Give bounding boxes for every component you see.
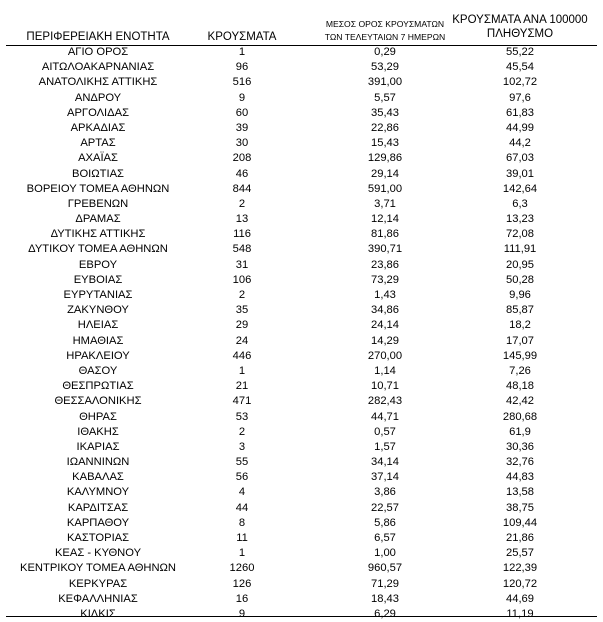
cell-cases: 516 — [232, 76, 252, 89]
header-region: ΠΕΡΙΦΕΡΕΙΑΚΗ ΕΝΟΤΗΤΑ — [26, 31, 170, 43]
cell-avg-7d: 71,29 — [371, 577, 399, 590]
cell-region: ΚΑΡΠΑΘΟΥ — [66, 516, 130, 529]
cell-avg-7d: 282,43 — [367, 395, 403, 408]
cell-region: ΚΕΝΤΡΙΚΟΥ ΤΟΜΕΑ ΑΘΗΝΩΝ — [19, 562, 176, 575]
table-row — [0, 577, 603, 592]
cell-per-100k: 13,58 — [506, 486, 534, 499]
cell-avg-7d: 6,29 — [374, 607, 396, 620]
table-row — [0, 288, 603, 303]
cell-per-100k: 25,57 — [506, 547, 534, 560]
cell-region: ΚΕΑΣ - ΚΥΘΝΟΥ — [54, 547, 142, 560]
cell-region: ΙΘΑΚΗΣ — [77, 425, 119, 438]
cell-per-100k: 102,72 — [502, 76, 538, 89]
cell-avg-7d: 3,86 — [374, 486, 396, 499]
cell-cases: 1260 — [229, 562, 255, 575]
cell-region: ΘΕΣΣΑΛΟΝΙΚΗΣ — [54, 395, 142, 408]
cell-per-100k: 44,99 — [506, 121, 534, 134]
table-row — [0, 379, 603, 394]
cell-cases: 548 — [232, 243, 252, 256]
cell-cases: 844 — [232, 182, 252, 195]
cell-cases: 116 — [233, 228, 251, 241]
cell-per-100k: 97,6 — [509, 91, 531, 104]
cell-region: ΒΟΙΩΤΙΑΣ — [72, 167, 124, 180]
cell-cases: 55 — [235, 456, 249, 469]
table-row — [0, 561, 603, 576]
table-row — [0, 197, 603, 212]
cell-per-100k: 67,03 — [506, 152, 534, 165]
table-row — [0, 60, 603, 75]
cell-avg-7d: 1,14 — [374, 364, 396, 377]
table-row — [0, 394, 603, 409]
cell-per-100k: 61,83 — [506, 106, 534, 119]
table-row — [0, 303, 603, 318]
table-row — [0, 273, 603, 288]
cell-per-100k: 280,68 — [502, 410, 538, 423]
cell-region: ΑΡΓΟΛΙΔΑΣ — [66, 106, 130, 119]
cell-per-100k: 142,64 — [502, 182, 538, 195]
cell-region: ΕΥΡΥΤΑΝΙΑΣ — [63, 289, 133, 301]
header-avg-line1: ΜΕΣΟΣ ΟΡΟΣ ΚΡΟΥΣΜΑΤΩΝ — [325, 19, 445, 29]
cell-cases: 106 — [232, 273, 252, 286]
cell-cases: 16 — [235, 592, 249, 605]
cell-avg-7d: 3,71 — [374, 197, 396, 210]
cell-region: ΙΚΑΡΙΑΣ — [76, 440, 120, 453]
cell-per-100k: 9,96 — [509, 289, 531, 301]
cell-avg-7d: 73,29 — [371, 273, 399, 286]
table-row — [0, 91, 603, 106]
cell-per-100k: 48,18 — [506, 380, 534, 393]
table-row — [0, 425, 603, 440]
cell-per-100k: 85,87 — [506, 304, 534, 317]
cell-cases: 1 — [238, 46, 246, 58]
cell-region: ΚΑΣΤΟΡΙΑΣ — [66, 532, 130, 544]
bottom-rule — [6, 616, 597, 617]
cell-avg-7d: 0,57 — [374, 425, 396, 438]
cell-region: ΕΒΡΟΥ — [78, 258, 118, 271]
table-row — [0, 212, 603, 227]
cell-region: ΚΑΒΑΛΑΣ — [72, 471, 124, 484]
cell-per-100k: 13,23 — [506, 213, 534, 226]
cell-avg-7d: 0,29 — [374, 46, 396, 58]
cell-cases: 30 — [235, 137, 249, 150]
cell-avg-7d: 10,71 — [371, 380, 399, 393]
table-row — [0, 501, 603, 516]
cell-per-100k: 72,08 — [506, 228, 534, 241]
cell-region: ΑΝΑΤΟΛΙΚΗΣ ΑΤΤΙΚΗΣ — [38, 76, 158, 89]
cell-region: ΔΥΤΙΚΟΥ ΤΟΜΕΑ ΑΘΗΝΩΝ — [28, 243, 168, 256]
cell-per-100k: 145,99 — [502, 349, 538, 362]
cell-per-100k: 39,01 — [506, 167, 534, 180]
table-row — [0, 151, 603, 166]
cell-cases: 9 — [238, 607, 246, 620]
cell-region: ΚΕΡΚΥΡΑΣ — [68, 577, 128, 590]
cell-cases: 35 — [235, 304, 249, 317]
cell-avg-7d: 44,71 — [371, 410, 399, 423]
header-per-line1: ΚΡΟΥΣΜΑΤΑ ΑΝΑ 100000 — [452, 14, 588, 26]
cell-region: ΘΗΡΑΣ — [79, 410, 117, 423]
cell-per-100k: 20,95 — [506, 258, 534, 271]
cell-cases: 44 — [235, 501, 249, 514]
header-per-100k — [440, 13, 600, 41]
cell-cases: 471 — [232, 395, 252, 408]
cell-cases: 31 — [235, 258, 249, 271]
cell-region: ΑΧΑΪΑΣ — [78, 152, 118, 165]
cell-avg-7d: 1,43 — [374, 289, 396, 301]
cell-avg-7d: 34,86 — [371, 304, 399, 317]
cell-per-100k: 17,07 — [506, 334, 534, 347]
table-row — [0, 106, 603, 121]
cell-per-100k: 44,2 — [509, 137, 531, 150]
cell-per-100k: 111,91 — [503, 243, 537, 256]
table-row — [0, 470, 603, 485]
table-row — [0, 227, 603, 242]
cell-avg-7d: 5,57 — [374, 91, 396, 104]
cell-region: ΙΩΑΝΝΙΝΩΝ — [66, 456, 130, 469]
header-avg-line2: ΤΩΝ ΤΕΛΕΥΤΑΙΩΝ 7 ΗΜΕΡΩΝ — [324, 32, 446, 42]
cell-per-100k: 32,76 — [506, 456, 534, 469]
cell-avg-7d: 37,14 — [371, 471, 399, 484]
cell-per-100k: 18,2 — [509, 319, 531, 332]
cell-per-100k: 61,9 — [509, 425, 531, 438]
cell-cases: 11 — [236, 532, 248, 544]
cell-per-100k: 42,42 — [506, 395, 534, 408]
cell-per-100k: 109,44 — [502, 516, 538, 529]
table-row — [0, 318, 603, 333]
cell-per-100k: 122,39 — [502, 562, 538, 575]
cell-cases: 1 — [238, 364, 246, 377]
table-row — [0, 167, 603, 182]
header-cases: ΚΡΟΥΣΜΑΤΑ — [207, 31, 277, 43]
table-row — [0, 349, 603, 364]
cell-avg-7d: 390,71 — [367, 243, 403, 256]
cell-avg-7d: 29,14 — [371, 167, 399, 180]
table-row — [0, 75, 603, 90]
cell-avg-7d: 53,29 — [371, 61, 399, 74]
cell-region: ΑΓΙΟ ΟΡΟΣ — [67, 46, 129, 58]
cell-cases: 3 — [238, 440, 246, 453]
cell-region: ΔΥΤΙΚΗΣ ΑΤΤΙΚΗΣ — [50, 228, 146, 241]
cell-region: ΚΕΦΑΛΛΗΝΙΑΣ — [58, 592, 138, 605]
cell-per-100k: 55,22 — [506, 46, 534, 58]
cell-region: ΓΡΕΒΕΝΩΝ — [67, 197, 129, 210]
cell-per-100k: 6,3 — [512, 197, 528, 210]
cell-per-100k: 11,19 — [506, 607, 534, 620]
cell-region: ΚΑΛΥΜΝΟΥ — [66, 486, 130, 499]
cell-cases: 8 — [238, 516, 246, 529]
cell-avg-7d: 1,00 — [374, 547, 396, 560]
cell-region: ΑΝΔΡΟΥ — [74, 91, 122, 104]
cell-avg-7d: 22,57 — [371, 501, 399, 514]
cell-region: ΑΡΚΑΔΙΑΣ — [70, 121, 126, 134]
cell-avg-7d: 81,86 — [371, 228, 399, 241]
cell-cases: 39 — [235, 121, 249, 134]
cell-avg-7d: 270,00 — [367, 349, 403, 362]
table-row — [0, 531, 603, 546]
cell-avg-7d: 18,43 — [371, 592, 399, 605]
cell-region: ΘΕΣΠΡΩΤΙΑΣ — [62, 380, 134, 393]
table-row — [0, 592, 603, 607]
cell-avg-7d: 24,14 — [371, 319, 399, 332]
cell-region: ΖΑΚΥΝΘΟΥ — [67, 304, 129, 317]
cell-cases: 446 — [232, 349, 252, 362]
table-row — [0, 334, 603, 349]
table-row — [0, 136, 603, 151]
cell-per-100k: 30,36 — [506, 440, 534, 453]
cell-avg-7d: 34,14 — [371, 456, 399, 469]
table-row — [0, 45, 603, 60]
cell-region: ΔΡΑΜΑΣ — [75, 213, 121, 226]
cell-avg-7d: 391,00 — [367, 76, 403, 89]
table-row — [0, 258, 603, 273]
cell-avg-7d: 14,29 — [371, 334, 399, 347]
cell-per-100k: 7,26 — [509, 364, 531, 377]
cell-cases: 46 — [235, 167, 249, 180]
cell-cases: 2 — [238, 197, 246, 210]
table-body — [0, 45, 603, 622]
cell-region: ΗΛΕΙΑΣ — [77, 319, 119, 332]
cell-cases: 24 — [235, 334, 249, 347]
table-row — [0, 516, 603, 531]
table-row — [0, 485, 603, 500]
cell-avg-7d: 129,86 — [367, 152, 403, 165]
cell-cases: 2 — [238, 425, 246, 438]
table-row — [0, 242, 603, 257]
table-row — [0, 410, 603, 425]
cell-region: ΑΡΤΑΣ — [80, 137, 116, 150]
table-row — [0, 546, 603, 561]
table-row — [0, 121, 603, 136]
table-row — [0, 364, 603, 379]
cell-cases: 1 — [238, 547, 246, 560]
cell-per-100k: 45,54 — [506, 61, 534, 74]
cell-region: ΑΙΤΩΛΟΑΚΑΡΝΑΝΙΑΣ — [41, 61, 155, 74]
cell-avg-7d: 23,86 — [371, 258, 399, 271]
cell-region: ΗΜΑΘΙΑΣ — [72, 334, 124, 347]
cell-avg-7d: 960,57 — [367, 562, 403, 575]
cell-avg-7d: 591,00 — [367, 182, 403, 195]
cell-avg-7d: 22,86 — [371, 121, 399, 134]
cell-region: ΘΑΣΟΥ — [78, 364, 118, 377]
table-row — [0, 182, 603, 197]
cell-cases: 96 — [235, 61, 249, 74]
table-row — [0, 607, 603, 622]
cell-per-100k: 38,75 — [506, 501, 534, 514]
cell-avg-7d: 15,43 — [371, 137, 399, 150]
cell-region: ΚΑΡΔΙΤΣΑΣ — [67, 501, 129, 514]
cell-cases: 9 — [238, 91, 246, 104]
cell-cases: 56 — [235, 471, 249, 484]
cell-region: ΕΥΒΟΙΑΣ — [73, 273, 123, 286]
cell-cases: 21 — [235, 380, 249, 393]
cell-region: ΒΟΡΕΙΟΥ ΤΟΜΕΑ ΑΘΗΝΩΝ — [26, 182, 170, 195]
cell-region: ΗΡΑΚΛΕΙΟΥ — [66, 349, 130, 362]
cell-cases: 4 — [238, 486, 246, 499]
cell-cases: 29 — [235, 319, 249, 332]
cell-avg-7d: 35,43 — [371, 106, 399, 119]
cell-cases: 126 — [232, 577, 252, 590]
cell-avg-7d: 6,57 — [374, 532, 396, 544]
cell-per-100k: 44,83 — [506, 471, 534, 484]
table-row — [0, 455, 603, 470]
cell-cases: 208 — [232, 152, 252, 165]
cell-cases: 53 — [235, 410, 249, 423]
cell-avg-7d: 12,14 — [371, 213, 399, 226]
cell-region: ΚΙΛΚΙΣ — [80, 607, 116, 620]
cell-avg-7d: 5,86 — [374, 516, 396, 529]
cell-cases: 60 — [235, 106, 249, 119]
cell-cases: 2 — [238, 289, 246, 301]
cell-avg-7d: 1,57 — [374, 440, 396, 453]
header-per-line2: ΠΛΗΘΥΣΜΟ — [486, 28, 554, 40]
table-row — [0, 440, 603, 455]
cell-per-100k: 44,69 — [506, 592, 534, 605]
cell-per-100k: 120,72 — [502, 577, 538, 590]
cell-per-100k: 50,28 — [506, 273, 534, 286]
cell-cases: 13 — [235, 213, 249, 226]
cell-per-100k: 21,86 — [506, 532, 534, 544]
